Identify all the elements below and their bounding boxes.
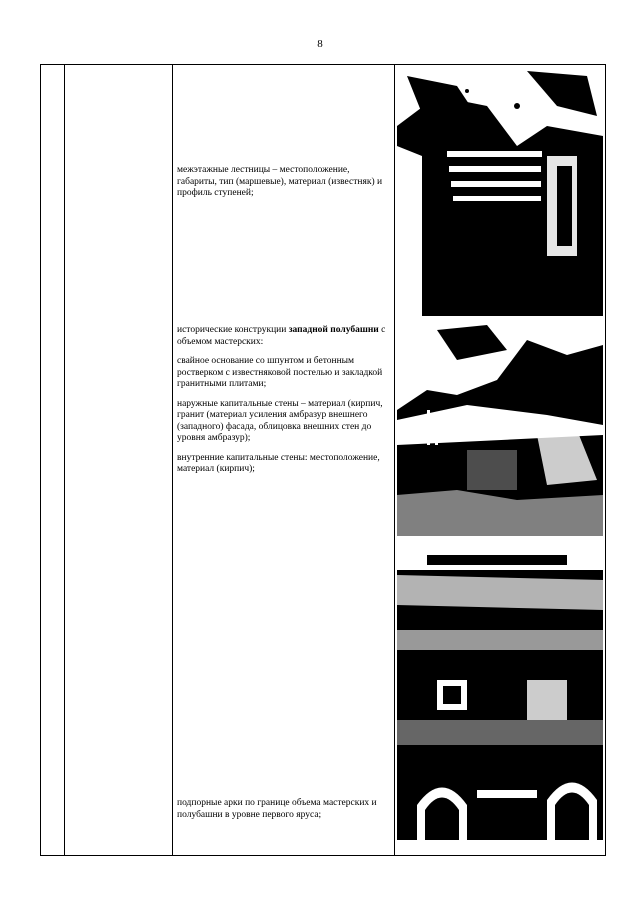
section-heading: исторические конструкции западной полубашни с объемом мастерских: bbox=[177, 325, 386, 347]
column-divider bbox=[172, 65, 173, 855]
arches-photo bbox=[397, 550, 603, 840]
outer-walls-paragraph: наружные капитальные стены – материал (кирпич, гранит (материал усиления амбразур внешнего (западного) фасада, облицовка внешних стен до уровня амбразур); bbox=[177, 398, 383, 443]
exterior-photo bbox=[397, 320, 603, 536]
arches-paragraph: подпорные арки по границе объема мастерских и полубашни в уровне первого яруса; bbox=[177, 798, 377, 820]
foundation-paragraph: свайное основание со шпунтом и бетонным ростверком с известняковой постелью и закладкой гранитными плитами; bbox=[177, 356, 383, 389]
column-divider bbox=[394, 65, 395, 855]
section-west-halftower bbox=[177, 325, 387, 484]
page-number: 8 bbox=[317, 38, 323, 50]
staircase-photo bbox=[397, 66, 603, 316]
section-stairs bbox=[177, 165, 387, 208]
stairs-paragraph: межэтажные лестницы – местоположение, габариты, тип (маршевые), материал (известняк) и профиль ступеней; bbox=[177, 165, 383, 198]
inner-walls-paragraph: внутренние капитальные стены: местоположение, материал (кирпич); bbox=[177, 452, 380, 474]
section-arches bbox=[177, 798, 387, 829]
column-divider bbox=[64, 65, 65, 855]
